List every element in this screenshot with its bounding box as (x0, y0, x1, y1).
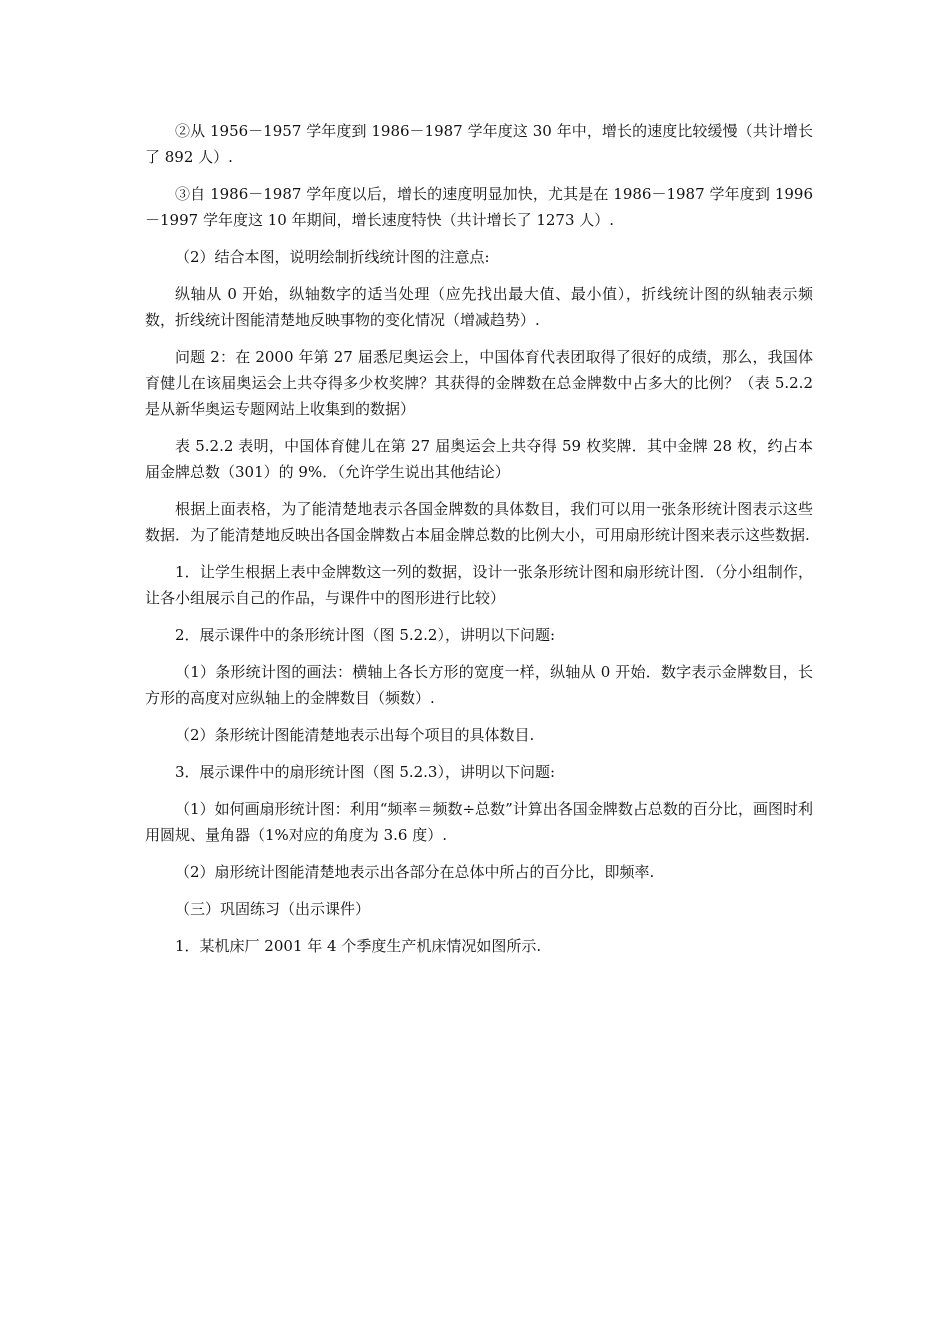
paragraph-bar-chart-method: （1）条形统计图的画法：横轴上各长方形的宽度一样，纵轴从 0 开始．数字表示金牌数目，长方形的高度对应纵轴上的金牌数目（频数）. (145, 663, 813, 707)
paragraph-practice-heading: （三）巩固练习（出示课件） (175, 900, 371, 918)
paragraph-chart-choice: 根据上面表格，为了能清楚地表示各国金牌数的具体数目，我们可以用一张条形统计图表示这些数据．为了能清楚地反映出各国金牌数占本届金牌总数的比例大小，可用扇形统计图来表示这些数据. (145, 500, 813, 544)
paragraph-step-3: 3．展示课件中的扇形统计图（图 5.2.3），讲明以下问题: (175, 763, 556, 781)
paragraph-line-chart-notes-heading: （2）结合本图，说明绘制折线统计图的注意点: (175, 248, 490, 266)
paragraph-step-1: 1．让学生根据上表中金牌数这一列的数据，设计一张条形统计图和扇形统计图．（分小组制作，让各小组展示自己的作品，与课件中的图形进行比较） (145, 563, 813, 607)
paragraph-question-2: 问题 2：在 2000 年第 27 届悉尼奥运会上，中国体育代表团取得了很好的成绩，那么，我国体育健儿在该届奥运会上共夺得多少枚奖牌？其获得的金牌数在总金牌数中占多大的比例？（表 5.2.2 是从新华奥运专题网站上收集到的数据） (145, 348, 813, 418)
paragraph-pie-chart-method: （1）如何画扇形统计图：利用“频率＝频数÷总数”计算出各国金牌数占总数的百分比，画图时利用圆规、量角器（1%对应的角度为 3.6 度）. (145, 800, 813, 844)
paragraph-pie-chart-feature: （2）扇形统计图能清楚地表示出各部分在总体中所占的百分比，即频率. (175, 863, 655, 881)
paragraph-table-conclusion: 表 5.2.2 表明，中国体育健儿在第 27 届奥运会上共夺得 59 枚奖牌．其中金牌 28 枚，约占本届金牌总数（301）的 9%．（允许学生说出其他结论） (145, 437, 813, 481)
paragraph-exercise-1: 1．某机床厂 2001 年 4 个季度生产机床情况如图所示. (175, 937, 542, 955)
paragraph-step-2: 2．展示课件中的条形统计图（图 5.2.2），讲明以下问题: (175, 626, 556, 644)
paragraph-growth-fast: ③自 1986－1987 学年度以后，增长的速度明显加快，尤其是在 1986－1987 学年度到 1996－1997 学年度这 10 年期间，增长速度特快（共计增长了 1273 人）. (145, 185, 813, 229)
document-body (145, 118, 813, 970)
paragraph-bar-chart-feature: （2）条形统计图能清楚地表示出每个项目的具体数目. (175, 726, 535, 744)
paragraph-line-chart-notes: 纵轴从 0 开始，纵轴数字的适当处理（应先找出最大值、最小值），折线统计图的纵轴表示频数，折线统计图能清楚地反映事物的变化情况（增减趋势）. (145, 285, 813, 329)
paragraph-growth-slow: ②从 1956－1957 学年度到 1986－1987 学年度这 30 年中，增长的速度比较缓慢（共计增长了 892 人）. (145, 122, 813, 166)
